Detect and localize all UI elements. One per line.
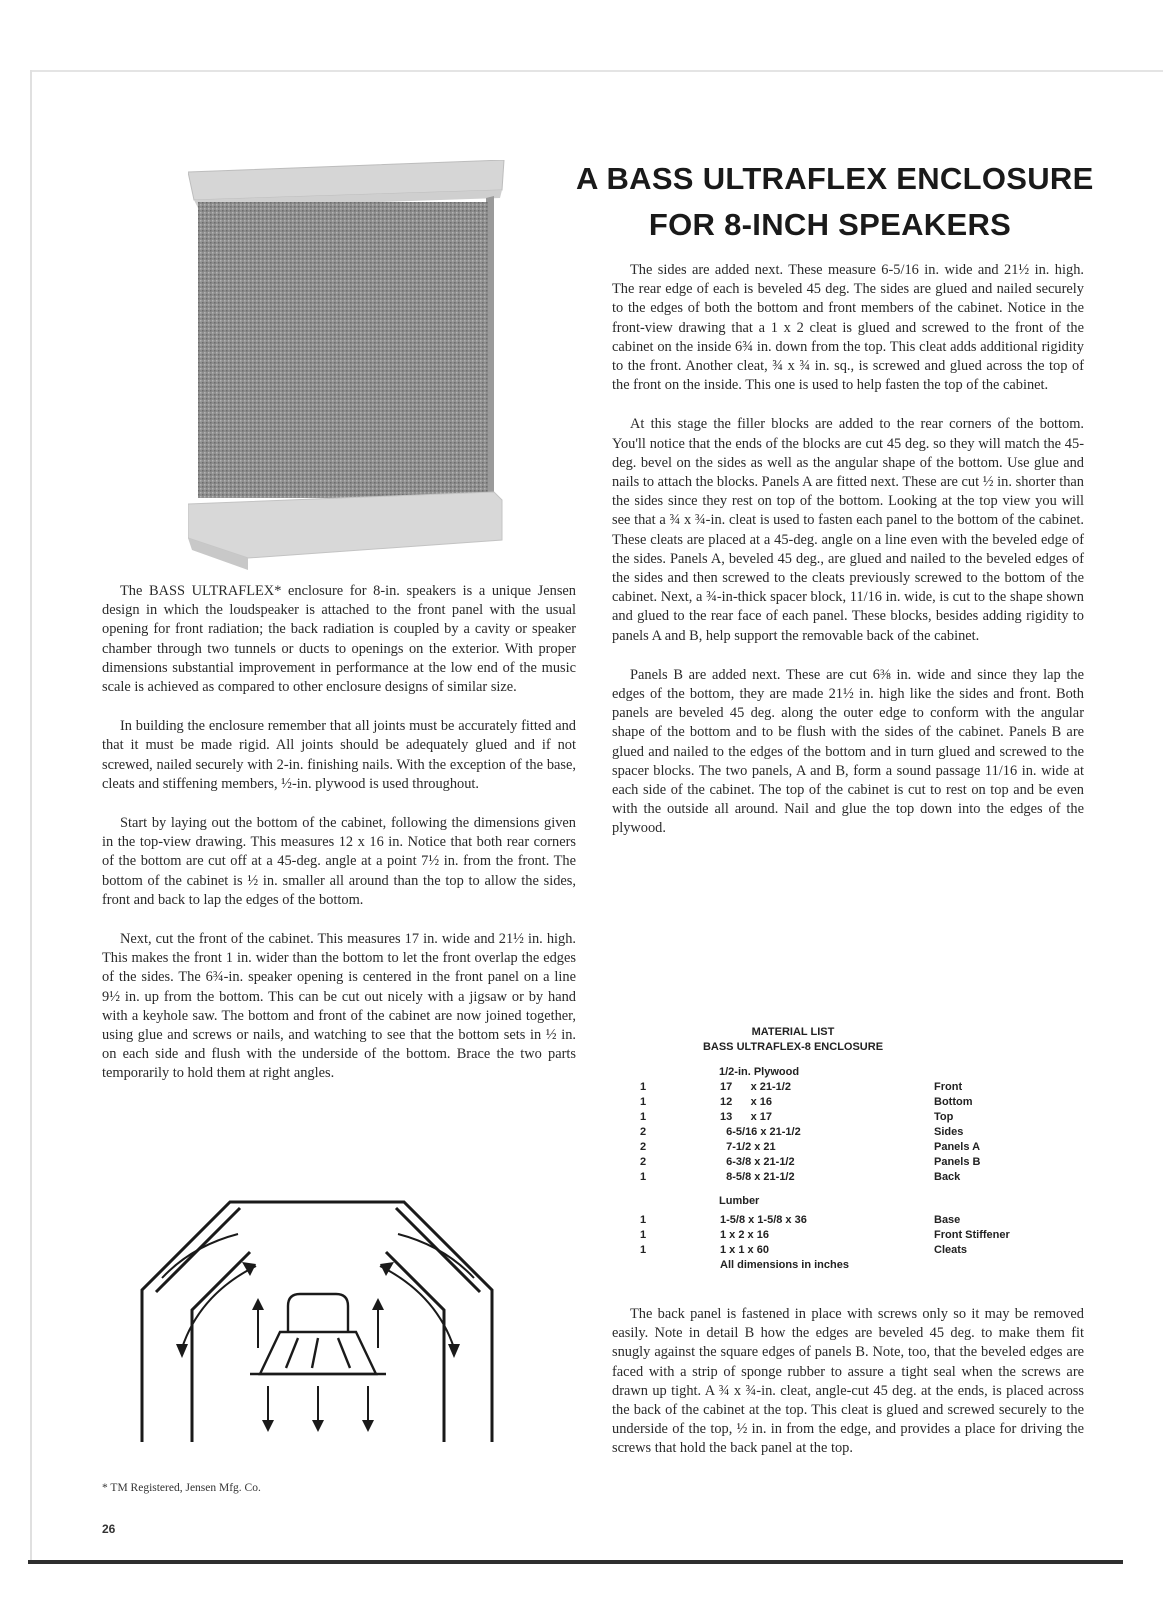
airflow-diagram xyxy=(138,1198,498,1448)
material-row: 2 6-3/8 x 21-1/2 Panels B xyxy=(640,1156,981,1168)
title-line-2: FOR 8-INCH SPEAKERS xyxy=(648,207,1012,242)
cabinet-illustration xyxy=(188,160,518,572)
paragraph: The back panel is fastened in place with screws only so it may be removed easily. Note in detail B how the edges are beveled 45 deg. to make them fit snugly against the square edges of panels B. Note, too, that the beveled edges are faced with a strip of sponge rubber to assure a tight seal when the screws are drawn up tight. A ¾ x ¾-in. cleat, angle-cut 45 deg. at the ends, is placed across the back of the cabinet at the top. This cleat is glued and screwed securely to the underside of the top, ½ in. in from the edge, and provides a place for driving the screws that hold the back panel at the top. xyxy=(612,1306,1084,1457)
paragraph: The sides are added next. These measure 6-5/16 in. wide and 21½ in. high. The rear edge of each is beveled 45 deg. The sides are glued and nailed securely to the edges of both the bottom and front members of the cabinet. Notice in the front-view drawing that a 1 x 2 cleat is glued and screwed to the front of the cabinet on the inside 6¾ in. down from the top. This cleat adds additional rigidity to the front. Another cleat, ¾ x ¾ in. sq., is screwed and glued across the top of the front on the inside. This one is used to help fasten the top of the cabinet. xyxy=(612,262,1084,394)
material-list-title: MATERIAL LIST xyxy=(751,1026,835,1038)
material-row: 2 7-1/2 x 21 Panels A xyxy=(640,1141,981,1153)
material-row: 1 8-5/8 x 21-1/2 Back xyxy=(640,1171,961,1183)
left-column xyxy=(102,582,576,1104)
material-row: 1 12 x 16 Bottom xyxy=(640,1096,973,1108)
article-title xyxy=(576,156,1094,248)
title-line-1: A BASS ULTRAFLEX ENCLOSURE xyxy=(576,161,1094,196)
material-row: 1 1-5/8 x 1-5/8 x 36 Base xyxy=(640,1214,961,1226)
material-row: 1 13 x 17 Top xyxy=(640,1111,954,1123)
paragraph: In building the enclosure remember that all joints must be accurately fitted and that it must be made rigid. All joints should be adequately glued and if not screwed, nailed securely with 2-in. finishing nails. With the exception of the base, cleats and stiffening members, ½-in. plywood is used throughout. xyxy=(102,718,576,792)
paragraph: Panels B are added next. These are cut 6⅜ in. wide and since they lap the edges of the bottom, they are made 21½ in. high like the sides and front. Both panels are beveled 45 deg. along the outer edge to conform with the angular shape of the bottom and to be flush with the sides of the cabinet. Panels B are glued and nailed to the edges of the bottom and in turn glued and screwed to the spacer blocks. The two panels, A and B, form a sound passage 11/16 in. wide at each side of the cabinet. The top of the cabinet is cut to rest on top and be even with the outside all around. Nail and glue the top down into the edges of the plywood. xyxy=(612,666,1084,837)
material-row: 2 6-5/16 x 21-1/2 Sides xyxy=(640,1126,964,1138)
paragraph: Next, cut the front of the cabinet. This measures 17 in. wide and 21½ in. high. This makes the front 1 in. wider than the bottom to let the front overlap the edges of the sides. The 6¾-in. speaker opening is centered in the front panel on a line 9½ in. up from the bottom. This can be cut out nicely with a jigsaw or by hand with a keyhole saw. The bottom and front of the cabinet are now joined together, using glue and screws or nails, and watching to see that the bottom sets in ½ in. on each side and flush with the underside of the bottom. Brace the two parts temporarily to hold them at right angles. xyxy=(102,931,576,1082)
lumber-section-label: Lumber xyxy=(719,1195,760,1207)
page-edge-bottom xyxy=(28,1560,1123,1564)
dimensions-note: All dimensions in inches xyxy=(720,1259,849,1271)
footnote: * TM Registered, Jensen Mfg. Co. xyxy=(102,1482,261,1494)
right-column xyxy=(612,261,1084,859)
paragraph: Start by laying out the bottom of the cabinet, following the dimensions given in the top-view drawing. This measures 12 x 16 in. Notice that both rear corners of the bottom are cut off at a 45-deg. angle at a point 7½ in. from the front. The bottom of the cabinet is ½ in. smaller all around than the top to allow the sides, front and back to lap the edges of the bottom. xyxy=(102,815,576,908)
closing-column xyxy=(612,1305,1084,1479)
plywood-section-label: 1/2-in. Plywood xyxy=(719,1066,800,1078)
page-edge-left xyxy=(30,70,32,1562)
page-number: 26 xyxy=(102,1522,116,1536)
paragraph: The BASS ULTRAFLEX* enclosure for 8-in. speakers is a unique Jensen design in which the loudspeaker is attached to the front panel with the usual opening for front radiation; the back radiation is coupled by a cavity or speaker chamber through two tunnels or ducts to openings on the exterior. With proper dimensions substantial improvement in performance at the low end of the music scale is achieved as compared to other enclosure designs of similar size. xyxy=(102,583,576,696)
material-row: 1 1 x 2 x 16 Front Stiffener xyxy=(640,1229,1010,1241)
page-edge-top xyxy=(30,70,1163,72)
material-row: 1 1 x 1 x 60 Cleats xyxy=(640,1244,968,1256)
material-list xyxy=(628,1025,1058,1273)
paragraph: At this stage the filler blocks are added to the rear corners of the bottom. You'll notice that the ends of the blocks are cut 45 deg. so they will match the 45-deg. bevel on the sides as well as the angular shape of the bottom. Use glue and nails to attach the blocks. Panels A are fitted next. These are cut ½ in. shorter than the sides since they rest on top of the bottom. Looking at the top view you will see that a ¾ x ¾-in. cleat is used to fasten each panel to the bottom of the cabinet. These cleats are placed at a 45-deg. angle on a line even with the beveled edge of the sides. Panels A, beveled 45 deg., are glued and nailed to the beveled edges of the sides and then screwed to the cleats previously screwed to the bottom of the cabinet. Next, a ¾-in-thick spacer block, 11/16 in. wide, is cut to the shape shown and glued to the rear face of each panel. These blocks, besides adding rigidity to panels A and B, help support the removable back of the cabinet. xyxy=(612,416,1084,644)
material-list-subtitle: BASS ULTRAFLEX-8 ENCLOSURE xyxy=(702,1041,884,1053)
material-row: 1 17 x 21-1/2 Front xyxy=(640,1081,963,1093)
